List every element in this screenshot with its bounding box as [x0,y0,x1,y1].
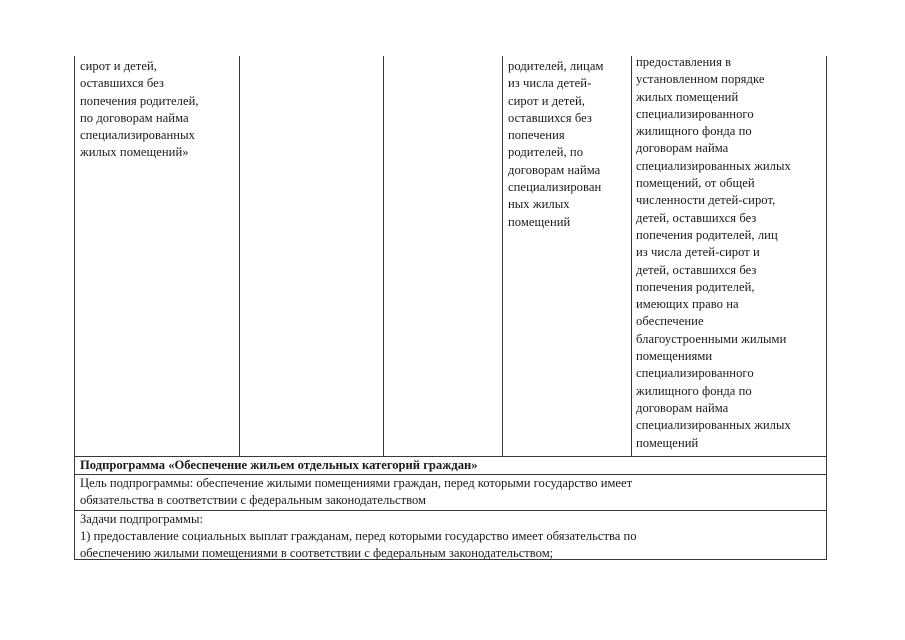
column-divider-2 [383,56,384,456]
cell-col5-text: предоставления в установленном порядке жилых помещений специализированного жилищного фонда по договорам найма специализированных жилых помещений, от общей численности детей-сирот, детей, оставшихся без попечения родителей, лиц из числа детей-сирот и детей, оставшихся без попечения родителей, имеющих право на обеспечение благоустроенными жилыми помещениями специализированного жилищного фонда по договорам найма специализированных жилых помещений [636,55,791,450]
column-divider-3 [502,56,503,456]
program-table [74,56,826,560]
subprogram-title: Подпрограмма «Обеспечение жильем отдельных категорий граждан» [80,458,478,472]
column-divider-4 [631,56,632,456]
subprogram-goal-line1: Цель подпрограммы: обеспечение жилыми помещениями граждан, перед которыми государство имеет [80,476,633,490]
subprogram-goal-line2: обязательства в соответствии с федеральным законодательством [80,493,427,507]
table-border-right [826,56,827,560]
subprogram-task1-line2: обеспечению жилыми помещениями в соответствии с федеральным законодательством; [80,546,554,560]
subprogram-task1-line1: 1) предоставление социальных выплат гражданам, перед которыми государство имеет обязательства по [80,529,637,543]
subprogram-tasks-heading: Задачи подпрограммы: [80,512,203,526]
cell-col4-text: родителей, лицам из числа детей- сирот и детей, оставшихся без попечения родителей, по договорам найма специализирован ных жилых помещений [508,59,604,229]
table-border-left [74,56,75,560]
column-divider-1 [239,56,240,456]
cell-col1-text: сирот и детей, оставшихся без попечения родителей, по договорам найма специализированных жилых помещений» [80,59,199,160]
